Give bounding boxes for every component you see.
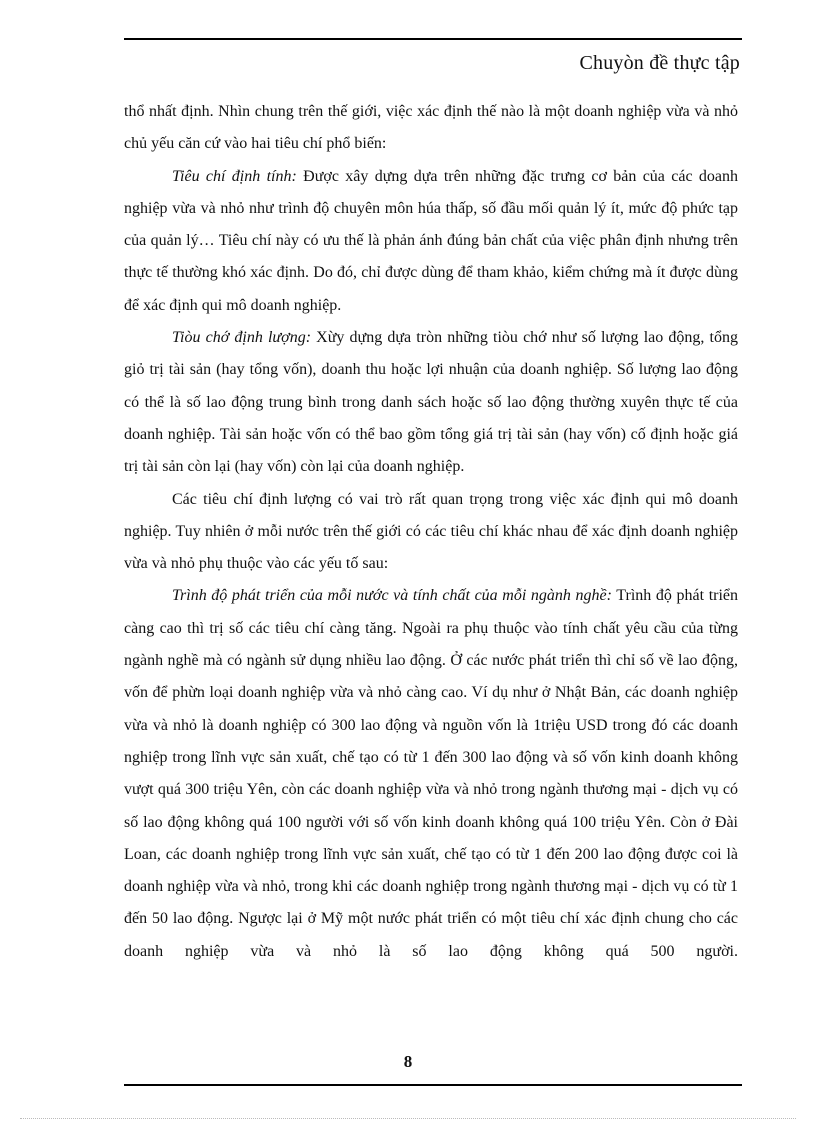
development-level-heading: Trình độ phát triển của mỗi nước và tính chất của mỗi ngành nghề: [172, 587, 612, 605]
development-level-text: Trình độ phát triển càng cao thì trị số các tiêu chí càng tăng. Ngoài ra phụ thuộc vào tính chất yêu cầu của từng ngành nghề mà có ngành sử dụng nhiều lao động. Ở các nước phát triển thì chỉ số về lao động, vốn để phừn loại doanh nghiệp vừa và nhỏ càng cao. Ví dụ như ở Nhật Bản, các doanh nghiệp vừa và nhỏ là doanh nghiệp có 300 lao động và nguồn vốn là 1triệu USD trong đó các doanh nghiệp trong lĩnh vực sản xuất, chế tạo có từ 1 đến 300 lao động và số vốn kinh doanh không vượt quá 300 triệu Yên, còn các doanh nghiệp vừa và nhỏ trong ngành thương mại - dịch vụ có số lao động không quá 100 người với số vốn kinh doanh không quá 100 triệu Yên. Còn ở Đài Loan, các doanh nghiệp trong lĩnh vực sản xuất, chế tạo có từ 1 đến 200 lao động được coi là doanh nghiệp vừa và nhỏ, trong khi các doanh nghiệp trong ngành thương mại - dịch vụ có từ 1 đến 50 lao động. Ngược lại ở Mỹ một nước phát triển có một tiêu chí xác định chung cho các doanh nghiệp vừa và nhỏ là số lao động không quá 500 người. [124, 587, 739, 960]
page-number: 8 [403, 1052, 413, 1071]
paragraph-1: thổ nhất định. Nhìn chung trên thế giới, việc xác định thế nào là một doanh nghiệp vừa và nhỏ chủ yếu căn cứ vào hai tiêu chí phổ biến: [124, 103, 738, 153]
paragraph-quantitative-criteria [124, 322, 738, 483]
paragraph-development-level [124, 580, 738, 968]
page-edge-divider [20, 1118, 796, 1119]
paragraph-qualitative-criteria [124, 161, 738, 322]
footer-rule [124, 1084, 742, 1086]
header-rule [124, 38, 742, 40]
paragraph-4: Các tiêu chí định lượng có vai trò rất quan trọng trong việc xác định qui mô doanh nghiệp. Tuy nhiên ở mỗi nước trên thế giới có các tiêu chí khác nhau để xác định doanh nghiệp vừa và nhỏ phụ thuộc vào các yếu tố sau: [124, 490, 738, 573]
qualitative-criteria-text: Được xây dựng dựa trên những đặc trưng cơ bản của các doanh nghiệp vừa và nhỏ như trình độ chuyên môn húa thấp, số đầu mối quản lý ít, mức độ phức tạp của quản lý… Tiêu chí này có ưu thế là phản ánh đúng bản chất của việc phân định nhưng trên thực tế thường khó xác định. Do đó, chỉ được dùng để tham khảo, kiểm chứng mà ít được dùng để xác định qui mô doanh nghiệp. [124, 167, 738, 314]
document-body [124, 96, 738, 968]
qualitative-criteria-heading: Tiêu chí định tính: [172, 167, 297, 185]
quantitative-criteria-text: Xừy dựng dựa tròn những tiòu chớ như số lượng lao động, tổng giỏ trị tài sản (hay tổng vốn), doanh thu hoặc lợi nhuận của doanh nghiệp. Số lượng lao động có thể là số lao động trung bình trong danh sách hoặc số lao động thường xuyên thực tế của doanh nghiệp. Tài sản hoặc vốn có thể bao gồm tổng giá trị tài sản (hay vốn) cố định hoặc giá trị tài sản còn lại (hay vốn) còn lại của doanh nghiệp. [124, 329, 738, 476]
header-title: Chuyòn đề thực tập [579, 52, 740, 74]
quantitative-criteria-heading: Tiòu chớ định lượng: [172, 329, 312, 347]
